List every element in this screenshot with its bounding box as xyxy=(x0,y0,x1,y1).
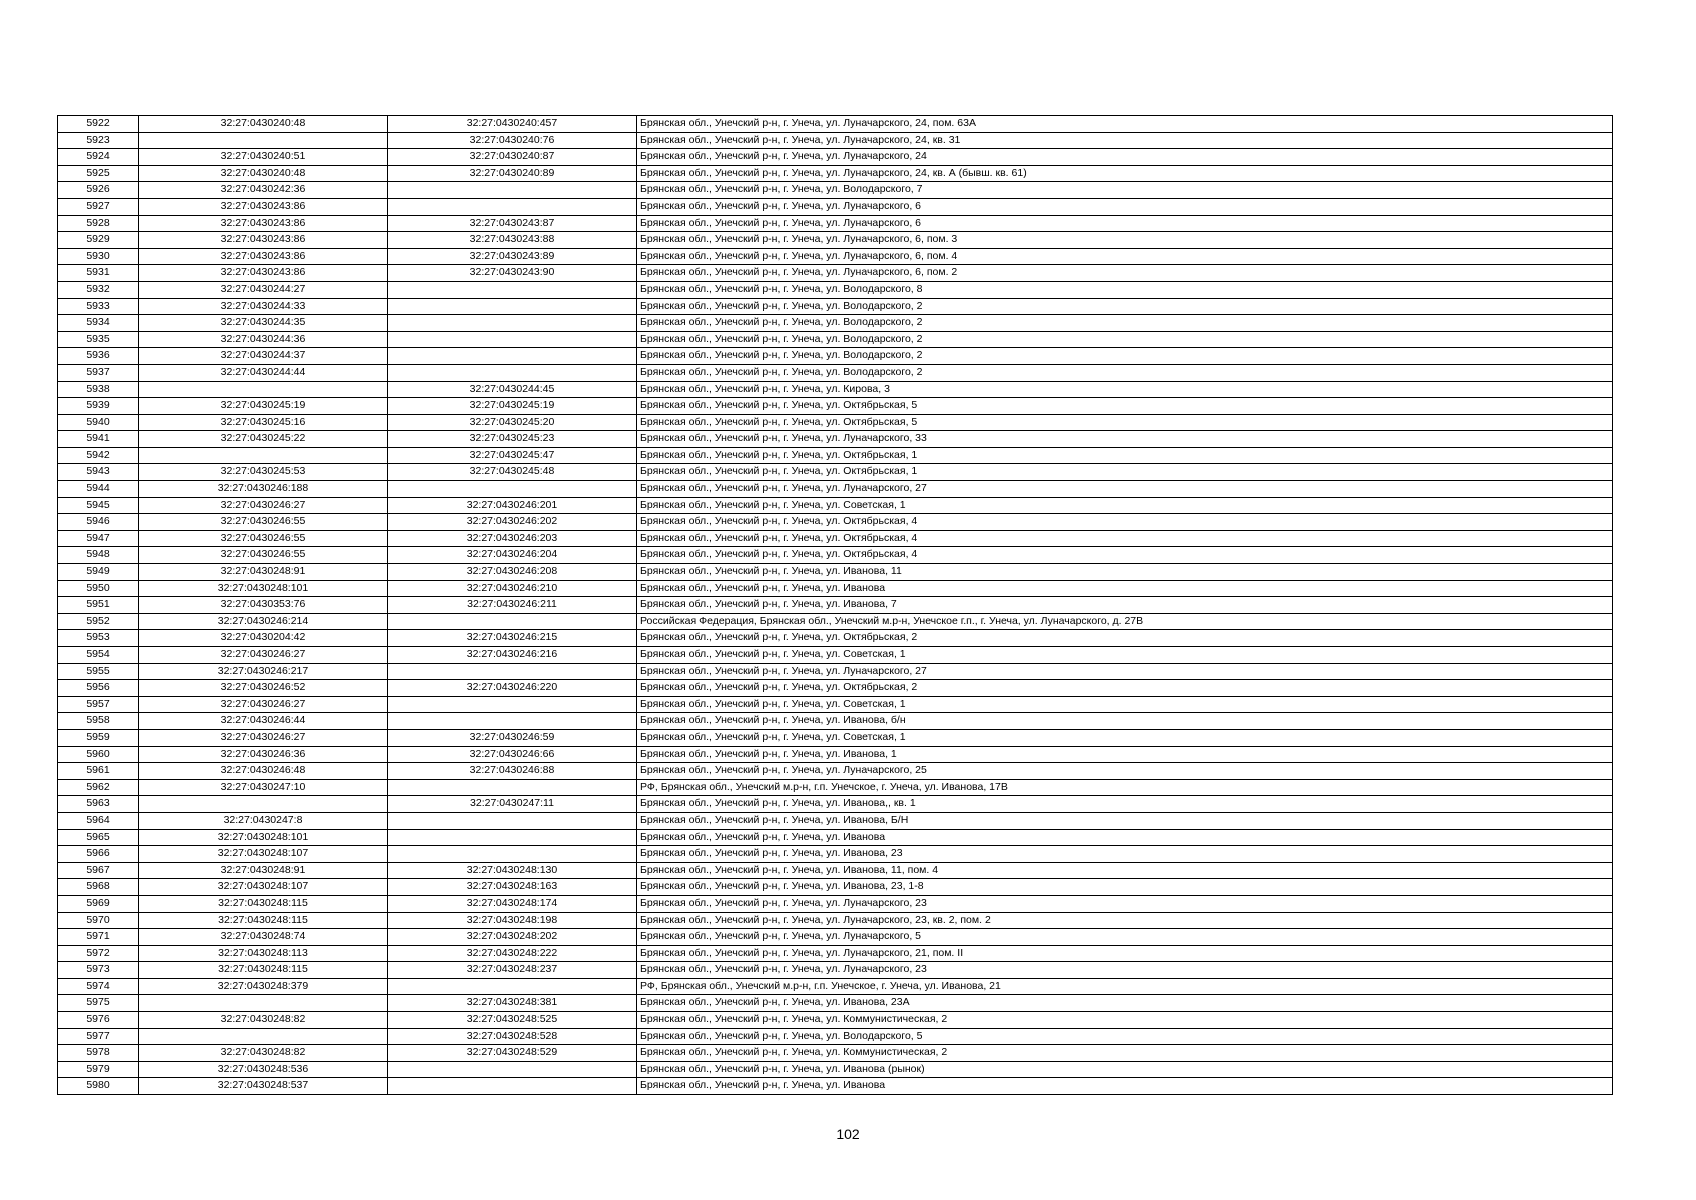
address-cell: Брянская обл., Унечский р-н, г. Унеча, ул. Октябрьская, 5 xyxy=(637,414,1613,431)
parent-cadastral-number-cell: 32:27:0430246:214 xyxy=(139,613,388,630)
table-row xyxy=(58,779,1613,796)
row-number-cell: 5950 xyxy=(58,580,139,597)
row-number-cell: 5943 xyxy=(58,464,139,481)
address-cell: Брянская обл., Унечский р-н, г. Унеча, ул. Октябрьская, 5 xyxy=(637,398,1613,415)
address-cell: Брянская обл., Унечский р-н, г. Унеча, ул. Октябрьская, 4 xyxy=(637,514,1613,531)
row-number-cell: 5964 xyxy=(58,812,139,829)
row-number-cell: 5973 xyxy=(58,962,139,979)
parent-cadastral-number-cell: 32:27:0430248:115 xyxy=(139,912,388,929)
address-cell: Брянская обл., Унечский р-н, г. Унеча, ул. Иванова (рынок) xyxy=(637,1061,1613,1078)
parent-cadastral-number-cell: 32:27:0430243:86 xyxy=(139,215,388,232)
row-number-cell: 5922 xyxy=(58,116,139,133)
table-row xyxy=(58,647,1613,664)
table-row xyxy=(58,398,1613,415)
page-number: 102 xyxy=(836,1126,860,1142)
row-number-cell: 5942 xyxy=(58,447,139,464)
table-row xyxy=(58,564,1613,581)
address-cell: Брянская обл., Унечский р-н, г. Унеча, ул. Иванова, Б/Н xyxy=(637,812,1613,829)
object-cadastral-number-cell: 32:27:0430240:76 xyxy=(388,132,637,149)
table-row xyxy=(58,414,1613,431)
table-row xyxy=(58,978,1613,995)
address-cell: Брянская обл., Унечский р-н, г. Унеча, ул. Советская, 1 xyxy=(637,729,1613,746)
table-row xyxy=(58,613,1613,630)
object-cadastral-number-cell xyxy=(388,978,637,995)
object-cadastral-number-cell xyxy=(388,364,637,381)
table-row xyxy=(58,812,1613,829)
table-row xyxy=(58,680,1613,697)
parent-cadastral-number-cell: 32:27:0430245:16 xyxy=(139,414,388,431)
address-cell: Брянская обл., Унечский р-н, г. Унеча, ул. Кирова, 3 xyxy=(637,381,1613,398)
address-cell: Брянская обл., Унечский р-н, г. Унеча, ул. Луначарского, 33 xyxy=(637,431,1613,448)
row-number-cell: 5931 xyxy=(58,265,139,282)
table-row xyxy=(58,315,1613,332)
table-row xyxy=(58,580,1613,597)
parent-cadastral-number-cell: 32:27:0430353:76 xyxy=(139,597,388,614)
table-row xyxy=(58,912,1613,929)
table-row xyxy=(58,132,1613,149)
address-cell: Брянская обл., Унечский р-н, г. Унеча, ул. Луначарского, 23 xyxy=(637,895,1613,912)
parent-cadastral-number-cell: 32:27:0430248:82 xyxy=(139,1045,388,1062)
row-number-cell: 5928 xyxy=(58,215,139,232)
parent-cadastral-number-cell: 32:27:0430240:48 xyxy=(139,165,388,182)
address-cell: Брянская обл., Унечский р-н, г. Унеча, ул. Коммунистическая, 2 xyxy=(637,1012,1613,1029)
row-number-cell: 5952 xyxy=(58,613,139,630)
parent-cadastral-number-cell: 32:27:0430245:22 xyxy=(139,431,388,448)
parent-cadastral-number-cell: 32:27:0430247:10 xyxy=(139,779,388,796)
row-number-cell: 5945 xyxy=(58,497,139,514)
object-cadastral-number-cell: 32:27:0430248:174 xyxy=(388,895,637,912)
parent-cadastral-number-cell: 32:27:0430248:115 xyxy=(139,962,388,979)
object-cadastral-number-cell xyxy=(388,298,637,315)
object-cadastral-number-cell: 32:27:0430246:201 xyxy=(388,497,637,514)
row-number-cell: 5965 xyxy=(58,829,139,846)
address-cell: Брянская обл., Унечский р-н, г. Унеча, ул. Октябрьская, 4 xyxy=(637,530,1613,547)
table-row xyxy=(58,1078,1613,1095)
object-cadastral-number-cell xyxy=(388,182,637,199)
parent-cadastral-number-cell: 32:27:0430248:379 xyxy=(139,978,388,995)
address-cell: Брянская обл., Унечский р-н, г. Унеча, ул. Луначарского, 24, кв. А (бывш. кв. 61) xyxy=(637,165,1613,182)
parent-cadastral-number-cell: 32:27:0430243:86 xyxy=(139,265,388,282)
address-cell: Брянская обл., Унечский р-н, г. Унеча, ул. Луначарского, 24, пом. 63А xyxy=(637,116,1613,133)
object-cadastral-number-cell: 32:27:0430245:47 xyxy=(388,447,637,464)
object-cadastral-number-cell: 32:27:0430246:220 xyxy=(388,680,637,697)
parent-cadastral-number-cell: 32:27:0430245:53 xyxy=(139,464,388,481)
table-row xyxy=(58,547,1613,564)
address-cell: Брянская обл., Унечский р-н, г. Унеча, ул. Иванова,, кв. 1 xyxy=(637,796,1613,813)
address-cell: Брянская обл., Унечский р-н, г. Унеча, ул. Октябрьская, 1 xyxy=(637,464,1613,481)
address-cell: Брянская обл., Унечский р-н, г. Унеча, ул. Иванова, 11, пом. 4 xyxy=(637,862,1613,879)
row-number-cell: 5946 xyxy=(58,514,139,531)
row-number-cell: 5977 xyxy=(58,1028,139,1045)
table-row xyxy=(58,746,1613,763)
parent-cadastral-number-cell: 32:27:0430248:113 xyxy=(139,945,388,962)
object-cadastral-number-cell xyxy=(388,348,637,365)
object-cadastral-number-cell xyxy=(388,1078,637,1095)
address-cell: Брянская обл., Унечский р-н, г. Унеча, ул. Иванова, 1 xyxy=(637,746,1613,763)
address-cell: Брянская обл., Унечский р-н, г. Унеча, ул. Иванова xyxy=(637,829,1613,846)
address-cell: Брянская обл., Унечский р-н, г. Унеча, ул. Володарского, 2 xyxy=(637,298,1613,315)
address-cell: Брянская обл., Унечский р-н, г. Унеча, ул. Луначарского, 27 xyxy=(637,481,1613,498)
table-row xyxy=(58,298,1613,315)
parent-cadastral-number-cell xyxy=(139,132,388,149)
parent-cadastral-number-cell: 32:27:0430248:107 xyxy=(139,846,388,863)
table-row xyxy=(58,364,1613,381)
address-cell: Брянская обл., Унечский р-н, г. Унеча, ул. Октябрьская, 4 xyxy=(637,547,1613,564)
row-number-cell: 5969 xyxy=(58,895,139,912)
object-cadastral-number-cell xyxy=(388,779,637,796)
address-cell: Брянская обл., Унечский р-н, г. Унеча, ул. Коммунистическая, 2 xyxy=(637,1045,1613,1062)
object-cadastral-number-cell: 32:27:0430245:23 xyxy=(388,431,637,448)
table-row xyxy=(58,663,1613,680)
address-cell: Брянская обл., Унечский р-н, г. Унеча, ул. Луначарского, 21, пом. II xyxy=(637,945,1613,962)
row-number-cell: 5961 xyxy=(58,763,139,780)
table-row xyxy=(58,895,1613,912)
object-cadastral-number-cell: 32:27:0430246:210 xyxy=(388,580,637,597)
row-number-cell: 5974 xyxy=(58,978,139,995)
object-cadastral-number-cell: 32:27:0430248:237 xyxy=(388,962,637,979)
address-cell: Российская Федерация, Брянская обл., Унечский м.р-н, Унечское г.п., г. Унеча, ул. Луначарского, д. 27В xyxy=(637,613,1613,630)
table-row xyxy=(58,348,1613,365)
table-row xyxy=(58,182,1613,199)
parent-cadastral-number-cell: 32:27:0430240:48 xyxy=(139,116,388,133)
address-cell: Брянская обл., Унечский р-н, г. Унеча, ул. Володарского, 5 xyxy=(637,1028,1613,1045)
row-number-cell: 5937 xyxy=(58,364,139,381)
table-row xyxy=(58,530,1613,547)
parent-cadastral-number-cell: 32:27:0430246:188 xyxy=(139,481,388,498)
row-number-cell: 5955 xyxy=(58,663,139,680)
table-row xyxy=(58,862,1613,879)
object-cadastral-number-cell: 32:27:0430248:528 xyxy=(388,1028,637,1045)
table-row xyxy=(58,232,1613,249)
address-cell: Брянская обл., Унечский р-н, г. Унеча, ул. Октябрьская, 1 xyxy=(637,447,1613,464)
object-cadastral-number-cell: 32:27:0430247:11 xyxy=(388,796,637,813)
row-number-cell: 5953 xyxy=(58,630,139,647)
parent-cadastral-number-cell: 32:27:0430242:36 xyxy=(139,182,388,199)
row-number-cell: 5927 xyxy=(58,198,139,215)
object-cadastral-number-cell: 32:27:0430245:20 xyxy=(388,414,637,431)
object-cadastral-number-cell xyxy=(388,713,637,730)
row-number-cell: 5956 xyxy=(58,680,139,697)
parent-cadastral-number-cell: 32:27:0430246:55 xyxy=(139,514,388,531)
parent-cadastral-number-cell: 32:27:0430204:42 xyxy=(139,630,388,647)
parent-cadastral-number-cell: 32:27:0430248:74 xyxy=(139,929,388,946)
row-number-cell: 5979 xyxy=(58,1061,139,1078)
object-cadastral-number-cell: 32:27:0430248:222 xyxy=(388,945,637,962)
row-number-cell: 5976 xyxy=(58,1012,139,1029)
registry-table xyxy=(57,115,1613,1095)
parent-cadastral-number-cell: 32:27:0430248:107 xyxy=(139,879,388,896)
row-number-cell: 5947 xyxy=(58,530,139,547)
table-row xyxy=(58,381,1613,398)
parent-cadastral-number-cell: 32:27:0430248:91 xyxy=(139,564,388,581)
parent-cadastral-number-cell: 32:27:0430244:33 xyxy=(139,298,388,315)
address-cell: Брянская обл., Унечский р-н, г. Унеча, ул. Володарского, 7 xyxy=(637,182,1613,199)
object-cadastral-number-cell: 32:27:0430248:525 xyxy=(388,1012,637,1029)
row-number-cell: 5932 xyxy=(58,281,139,298)
row-number-cell: 5930 xyxy=(58,248,139,265)
table-row xyxy=(58,265,1613,282)
table-row xyxy=(58,1028,1613,1045)
table-row xyxy=(58,248,1613,265)
row-number-cell: 5968 xyxy=(58,879,139,896)
parent-cadastral-number-cell: 32:27:0430248:536 xyxy=(139,1061,388,1078)
address-cell: Брянская обл., Унечский р-н, г. Унеча, ул. Иванова xyxy=(637,580,1613,597)
parent-cadastral-number-cell: 32:27:0430245:19 xyxy=(139,398,388,415)
row-number-cell: 5940 xyxy=(58,414,139,431)
table-row xyxy=(58,879,1613,896)
parent-cadastral-number-cell: 32:27:0430244:35 xyxy=(139,315,388,332)
row-number-cell: 5958 xyxy=(58,713,139,730)
address-cell: Брянская обл., Унечский р-н, г. Унеча, ул. Луначарского, 24 xyxy=(637,149,1613,166)
address-cell: Брянская обл., Унечский р-н, г. Унеча, ул. Володарского, 8 xyxy=(637,281,1613,298)
row-number-cell: 5963 xyxy=(58,796,139,813)
parent-cadastral-number-cell xyxy=(139,995,388,1012)
row-number-cell: 5944 xyxy=(58,481,139,498)
parent-cadastral-number-cell: 32:27:0430243:86 xyxy=(139,198,388,215)
table-row xyxy=(58,1012,1613,1029)
parent-cadastral-number-cell: 32:27:0430243:86 xyxy=(139,248,388,265)
address-cell: Брянская обл., Унечский р-н, г. Унеча, ул. Луначарского, 23 xyxy=(637,962,1613,979)
parent-cadastral-number-cell: 32:27:0430246:36 xyxy=(139,746,388,763)
object-cadastral-number-cell: 32:27:0430240:89 xyxy=(388,165,637,182)
row-number-cell: 5938 xyxy=(58,381,139,398)
row-number-cell: 5967 xyxy=(58,862,139,879)
row-number-cell: 5959 xyxy=(58,729,139,746)
object-cadastral-number-cell: 32:27:0430240:457 xyxy=(388,116,637,133)
object-cadastral-number-cell: 32:27:0430246:66 xyxy=(388,746,637,763)
parent-cadastral-number-cell: 32:27:0430247:8 xyxy=(139,812,388,829)
parent-cadastral-number-cell: 32:27:0430244:36 xyxy=(139,331,388,348)
parent-cadastral-number-cell: 32:27:0430248:115 xyxy=(139,895,388,912)
address-cell: Брянская обл., Унечский р-н, г. Унеча, ул. Луначарского, 6, пом. 3 xyxy=(637,232,1613,249)
parent-cadastral-number-cell xyxy=(139,381,388,398)
row-number-cell: 5949 xyxy=(58,564,139,581)
address-cell: Брянская обл., Унечский р-н, г. Унеча, ул. Октябрьская, 2 xyxy=(637,680,1613,697)
object-cadastral-number-cell xyxy=(388,481,637,498)
row-number-cell: 5929 xyxy=(58,232,139,249)
object-cadastral-number-cell: 32:27:0430246:208 xyxy=(388,564,637,581)
address-cell: Брянская обл., Унечский р-н, г. Унеча, ул. Луначарского, 25 xyxy=(637,763,1613,780)
object-cadastral-number-cell: 32:27:0430240:87 xyxy=(388,149,637,166)
object-cadastral-number-cell: 32:27:0430243:88 xyxy=(388,232,637,249)
object-cadastral-number-cell: 32:27:0430248:202 xyxy=(388,929,637,946)
address-cell: Брянская обл., Унечский р-н, г. Унеча, ул. Иванова, 23, 1-8 xyxy=(637,879,1613,896)
object-cadastral-number-cell: 32:27:0430245:48 xyxy=(388,464,637,481)
object-cadastral-number-cell: 32:27:0430246:216 xyxy=(388,647,637,664)
row-number-cell: 5962 xyxy=(58,779,139,796)
address-cell: Брянская обл., Унечский р-н, г. Унеча, ул. Иванова, б/н xyxy=(637,713,1613,730)
row-number-cell: 5924 xyxy=(58,149,139,166)
address-cell: Брянская обл., Унечский р-н, г. Унеча, ул. Иванова, 23 xyxy=(637,846,1613,863)
address-cell: Брянская обл., Унечский р-н, г. Унеча, ул. Советская, 1 xyxy=(637,497,1613,514)
row-number-cell: 5980 xyxy=(58,1078,139,1095)
object-cadastral-number-cell xyxy=(388,829,637,846)
address-cell: Брянская обл., Унечский р-н, г. Унеча, ул. Луначарского, 24, кв. 31 xyxy=(637,132,1613,149)
object-cadastral-number-cell: 32:27:0430246:59 xyxy=(388,729,637,746)
table-row xyxy=(58,198,1613,215)
address-cell: Брянская обл., Унечский р-н, г. Унеча, ул. Иванова, 7 xyxy=(637,597,1613,614)
address-cell: Брянская обл., Унечский р-н, г. Унеча, ул. Советская, 1 xyxy=(637,647,1613,664)
object-cadastral-number-cell xyxy=(388,331,637,348)
object-cadastral-number-cell xyxy=(388,812,637,829)
table-row xyxy=(58,149,1613,166)
parent-cadastral-number-cell: 32:27:0430246:27 xyxy=(139,729,388,746)
registry-table-body xyxy=(58,116,1613,1095)
row-number-cell: 5925 xyxy=(58,165,139,182)
row-number-cell: 5948 xyxy=(58,547,139,564)
parent-cadastral-number-cell: 32:27:0430246:52 xyxy=(139,680,388,697)
row-number-cell: 5934 xyxy=(58,315,139,332)
table-row xyxy=(58,945,1613,962)
table-row xyxy=(58,447,1613,464)
table-row xyxy=(58,497,1613,514)
object-cadastral-number-cell: 32:27:0430248:381 xyxy=(388,995,637,1012)
table-row xyxy=(58,630,1613,647)
table-row xyxy=(58,165,1613,182)
table-row xyxy=(58,995,1613,1012)
parent-cadastral-number-cell: 32:27:0430244:27 xyxy=(139,281,388,298)
table-row xyxy=(58,929,1613,946)
parent-cadastral-number-cell: 32:27:0430246:48 xyxy=(139,763,388,780)
row-number-cell: 5923 xyxy=(58,132,139,149)
address-cell: РФ, Брянская обл., Унечский м.р-н, г.п. Унечское, г. Унеча, ул. Иванова, 21 xyxy=(637,978,1613,995)
row-number-cell: 5975 xyxy=(58,995,139,1012)
object-cadastral-number-cell xyxy=(388,613,637,630)
row-number-cell: 5970 xyxy=(58,912,139,929)
table-row xyxy=(58,846,1613,863)
table-row xyxy=(58,597,1613,614)
parent-cadastral-number-cell: 32:27:0430246:27 xyxy=(139,497,388,514)
row-number-cell: 5951 xyxy=(58,597,139,614)
row-number-cell: 5926 xyxy=(58,182,139,199)
row-number-cell: 5972 xyxy=(58,945,139,962)
parent-cadastral-number-cell: 32:27:0430244:44 xyxy=(139,364,388,381)
row-number-cell: 5960 xyxy=(58,746,139,763)
object-cadastral-number-cell: 32:27:0430243:90 xyxy=(388,265,637,282)
parent-cadastral-number-cell: 32:27:0430246:27 xyxy=(139,647,388,664)
address-cell: Брянская обл., Унечский р-н, г. Унеча, ул. Октябрьская, 2 xyxy=(637,630,1613,647)
parent-cadastral-number-cell: 32:27:0430248:101 xyxy=(139,829,388,846)
row-number-cell: 5957 xyxy=(58,696,139,713)
parent-cadastral-number-cell: 32:27:0430240:51 xyxy=(139,149,388,166)
table-row xyxy=(58,215,1613,232)
parent-cadastral-number-cell: 32:27:0430248:91 xyxy=(139,862,388,879)
table-row xyxy=(58,829,1613,846)
row-number-cell: 5935 xyxy=(58,331,139,348)
address-cell: Брянская обл., Унечский р-н, г. Унеча, ул. Луначарского, 6, пом. 4 xyxy=(637,248,1613,265)
address-cell: Брянская обл., Унечский р-н, г. Унеча, ул. Иванова, 11 xyxy=(637,564,1613,581)
table-row xyxy=(58,116,1613,133)
object-cadastral-number-cell xyxy=(388,1061,637,1078)
object-cadastral-number-cell xyxy=(388,198,637,215)
address-cell: Брянская обл., Унечский р-н, г. Унеча, ул. Володарского, 2 xyxy=(637,331,1613,348)
table-row xyxy=(58,464,1613,481)
table-row xyxy=(58,431,1613,448)
row-number-cell: 5933 xyxy=(58,298,139,315)
table-row xyxy=(58,481,1613,498)
object-cadastral-number-cell: 32:27:0430246:88 xyxy=(388,763,637,780)
row-number-cell: 5978 xyxy=(58,1045,139,1062)
table-row xyxy=(58,729,1613,746)
table-row xyxy=(58,514,1613,531)
object-cadastral-number-cell: 32:27:0430248:529 xyxy=(388,1045,637,1062)
object-cadastral-number-cell: 32:27:0430246:204 xyxy=(388,547,637,564)
address-cell: Брянская обл., Унечский р-н, г. Унеча, ул. Луначарского, 5 xyxy=(637,929,1613,946)
address-cell: Брянская обл., Унечский р-н, г. Унеча, ул. Луначарского, 6 xyxy=(637,215,1613,232)
object-cadastral-number-cell: 32:27:0430246:211 xyxy=(388,597,637,614)
parent-cadastral-number-cell: 32:27:0430246:55 xyxy=(139,547,388,564)
address-cell: Брянская обл., Унечский р-н, г. Унеча, ул. Советская, 1 xyxy=(637,696,1613,713)
address-cell: Брянская обл., Унечский р-н, г. Унеча, ул. Володарского, 2 xyxy=(637,348,1613,365)
address-cell: Брянская обл., Унечский р-н, г. Унеча, ул. Луначарского, 27 xyxy=(637,663,1613,680)
table-row xyxy=(58,331,1613,348)
address-cell: Брянская обл., Унечский р-н, г. Унеча, ул. Луначарского, 23, кв. 2, пом. 2 xyxy=(637,912,1613,929)
table-row xyxy=(58,763,1613,780)
address-cell: Брянская обл., Унечский р-н, г. Унеча, ул. Володарского, 2 xyxy=(637,315,1613,332)
row-number-cell: 5971 xyxy=(58,929,139,946)
table-row xyxy=(58,1045,1613,1062)
row-number-cell: 5936 xyxy=(58,348,139,365)
address-cell: Брянская обл., Унечский р-н, г. Унеча, ул. Иванова xyxy=(637,1078,1613,1095)
parent-cadastral-number-cell: 32:27:0430248:82 xyxy=(139,1012,388,1029)
row-number-cell: 5966 xyxy=(58,846,139,863)
parent-cadastral-number-cell xyxy=(139,1028,388,1045)
object-cadastral-number-cell xyxy=(388,846,637,863)
object-cadastral-number-cell: 32:27:0430243:89 xyxy=(388,248,637,265)
object-cadastral-number-cell: 32:27:0430246:215 xyxy=(388,630,637,647)
parent-cadastral-number-cell xyxy=(139,796,388,813)
object-cadastral-number-cell xyxy=(388,281,637,298)
row-number-cell: 5941 xyxy=(58,431,139,448)
table-row xyxy=(58,696,1613,713)
table-row xyxy=(58,281,1613,298)
parent-cadastral-number-cell: 32:27:0430246:27 xyxy=(139,696,388,713)
object-cadastral-number-cell xyxy=(388,663,637,680)
parent-cadastral-number-cell: 32:27:0430248:101 xyxy=(139,580,388,597)
parent-cadastral-number-cell: 32:27:0430246:44 xyxy=(139,713,388,730)
object-cadastral-number-cell: 32:27:0430243:87 xyxy=(388,215,637,232)
object-cadastral-number-cell: 32:27:0430248:130 xyxy=(388,862,637,879)
object-cadastral-number-cell: 32:27:0430248:198 xyxy=(388,912,637,929)
row-number-cell: 5939 xyxy=(58,398,139,415)
row-number-cell: 5954 xyxy=(58,647,139,664)
object-cadastral-number-cell: 32:27:0430245:19 xyxy=(388,398,637,415)
object-cadastral-number-cell: 32:27:0430246:202 xyxy=(388,514,637,531)
table-row xyxy=(58,713,1613,730)
address-cell: Брянская обл., Унечский р-н, г. Унеча, ул. Иванова, 23А xyxy=(637,995,1613,1012)
object-cadastral-number-cell xyxy=(388,696,637,713)
table-row xyxy=(58,1061,1613,1078)
address-cell: РФ, Брянская обл., Унечский м.р-н, г.п. Унечское, г. Унеча, ул. Иванова, 17В xyxy=(637,779,1613,796)
address-cell: Брянская обл., Унечский р-н, г. Унеча, ул. Володарского, 2 xyxy=(637,364,1613,381)
object-cadastral-number-cell: 32:27:0430248:163 xyxy=(388,879,637,896)
table-row xyxy=(58,962,1613,979)
parent-cadastral-number-cell: 32:27:0430246:55 xyxy=(139,530,388,547)
parent-cadastral-number-cell: 32:27:0430246:217 xyxy=(139,663,388,680)
parent-cadastral-number-cell xyxy=(139,447,388,464)
address-cell: Брянская обл., Унечский р-н, г. Унеча, ул. Луначарского, 6, пом. 2 xyxy=(637,265,1613,282)
parent-cadastral-number-cell: 32:27:0430244:37 xyxy=(139,348,388,365)
parent-cadastral-number-cell: 32:27:0430243:86 xyxy=(139,232,388,249)
table-row xyxy=(58,796,1613,813)
object-cadastral-number-cell xyxy=(388,315,637,332)
address-cell: Брянская обл., Унечский р-н, г. Унеча, ул. Луначарского, 6 xyxy=(637,198,1613,215)
object-cadastral-number-cell: 32:27:0430246:203 xyxy=(388,530,637,547)
parent-cadastral-number-cell: 32:27:0430248:537 xyxy=(139,1078,388,1095)
object-cadastral-number-cell: 32:27:0430244:45 xyxy=(388,381,637,398)
